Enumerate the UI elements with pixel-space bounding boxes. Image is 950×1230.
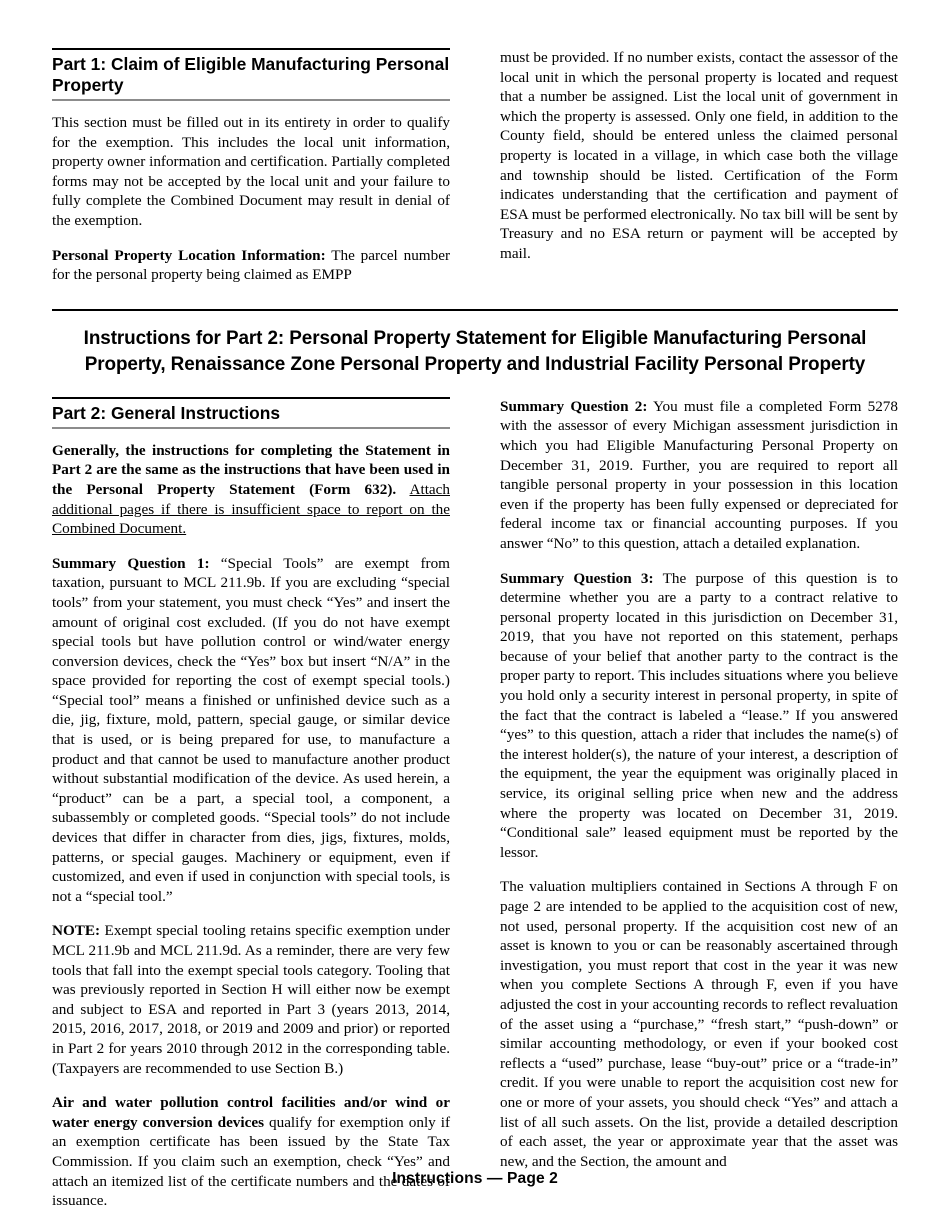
summary-question-2-paragraph [500,397,898,554]
summary-question-1-text: “Special Tools” are exempt from taxation, pursuant to MCL 211.9b. If you are excluding “special tools” from your statement, you must check “Yes” and insert the amount of original cost excluded. (If you do not have exempt special tools but have pollution control or wind/water energy conversion devices, check the “Yes” box but insert “N/A” in the space provided for reporting the cost of exempt special tools.) “Special tool” means a finished or unfinished device such as a die, jig, fixture, mold, pattern, special gauge, or similar device that is used, or is being prepared for use, to manufacture a product and that cannot be used to manufacture another product without substantial modification of the device. As used herein, a “product” can be a part, a special tool, a component, a subassembly or completed goods. “Special tools” do not include devices that differ in character from dies, jigs, fixtures, molds, patterns, or special gauges. Machinery or equipment, even if customized, and even if used in conjunction with special tools, is not a “special tool.” [52,554,450,905]
part1-left-paragraph-1: This section must be filled out in its entirety in order to qualify for the exemption. This includes the local unit information, property owner information and certification. Partially completed forms may not be accepted by the local unit and your failure to fully complete the Combined Document may result in denial of the exemption. [52,114,450,229]
part1-section [52,0,898,285]
summary-question-2-lead: Summary Question 2: [500,397,648,415]
part1-left-column [52,48,450,285]
part1-heading: Part 1: Claim of Eligible Manufacturing Personal Property [52,48,450,101]
valuation-multipliers-paragraph: The valuation multipliers contained in Sections A through F on page 2 are intended to be applied to the acquisition cost of new, not used, personal property. If the acquisition cost new of an asset is known to you or can be reasonably ascertained through investigation, you must report that cost in the year it was new when you complete Sections A through F, even if you have adjusted the cost in your accounting records to reflect revaluation of the asset using a “purchase,” “fresh start,” “push-down” or similar accounting methodology, or even if your booked cost reflects a “used” purchase, lease “buy-out” price or a “trade-in” credit. If you were unable to report the acquisition cost new for one or more of your assets, you should check “Yes” and attach a list of all such assets. On the list, provide a detailed description of each asset, the year or approximate year that the asset was new, and the Section, the amount and [500,878,898,1170]
summary-question-1-lead: Summary Question 1: [52,554,210,572]
note-paragraph [52,921,450,1078]
summary-question-2-text: You must file a completed Form 5278 with the assessor of every Michigan assessment jurisdiction in which you had Eligible Manufacturing Personal Property on December 31, 2019. Further, you are required to report all tangible personal property in your possession in this location even if the property has been fully expensed or depreciated for federal income tax or financial accounting purposes. If you answer “No” to this question, attach a detailed explanation. [500,397,898,552]
part2-banner-title: Instructions for Part 2: Personal Property Statement for Eligible Manufacturing Personal Property, Renaissance Zone Personal Property and Industrial Facility Personal Property [83,326,867,375]
summary-question-3-lead: Summary Question 3: [500,569,654,587]
pollution-control-paragraph [52,1093,450,1211]
summary-question-3-paragraph [500,569,898,863]
part1-right-column [500,48,898,264]
part2-intro-paragraph [52,441,450,539]
part2-left-column [52,397,450,1211]
note-lead: NOTE: [52,922,101,940]
part2-columns [52,397,898,1211]
note-text: Exempt special tooling retains specific exemption under MCL 211.9b and MCL 211.9d. As a reminder, there are very few tools that fall into the exempt special tools category. Tooling that was previously reported in Section H will either now be exempt and subject to ESA and reported in Part 3 (years 2013, 2014, 2015, 2016, 2017, 2018, or 2019 and 2009 and prior) or reported in Part 2 for years 2010 through 2012 in the corresponding table. (Taxpayers are recommended to use Section B.) [52,922,450,1077]
part2-heading: Part 2: General Instructions [52,397,450,429]
part2-intro-underlined: Attach additional pages if there is insufficient space to report on the Combined Document. [52,480,450,538]
part2-banner-section [52,285,898,377]
summary-question-1-paragraph [52,554,450,907]
part1-columns [52,48,898,285]
part1-right-paragraph-1: must be provided. If no number exists, contact the assessor of the local unit in which the personal property is located and request that a number be assigned. List the local unit of government in which the property is assessed. Only one field, in addition to the County field, should be entered unless the claimed personal property is located in a village, in which case both the village and township should be listed. Certification of the Form indicates understanding that the certification and payment of ESA must be performed electronically. No tax bill will be sent by Treasury and no ESA return or payment will be accepted by mail. [500,49,898,262]
part1-left-paragraph-2 [52,246,450,285]
part2-section [52,377,898,1211]
pollution-control-lead: Air and water pollution control facilities and/or wind or water energy conversion devices [52,1094,450,1131]
summary-question-3-text: The purpose of this question is to determine whether you are a party to a contract relative to personal property located in this jurisdiction on December 31, 2019, that you have not reported on this statement, perhaps because of your belief that another party to the contract is the proper party to report. This includes situations where you believe you hold only a security interest in personal property, in spite of the fact that the contract is labeled a “lease.” If you answered “yes” to this question, attach a rider that includes the name(s) of the interest holder(s), the nature of your interest, a description of the equipment, the year the equipment was originally placed in service, its original selling price when new and the address where the property was located on December 31, 2019. “Conditional sale” leased equipment must be reported by the lessor. [500,569,898,861]
part2-intro-bold: Generally, the instructions for completing the Statement in Part 2 are the same as the instructions that have been used in the Personal Property Statement (Form 632). [52,441,450,498]
banner-divider-rule [52,309,898,311]
part1-location-info-lead: Personal Property Location Information: [52,246,326,264]
pollution-control-text: qualify for exemption only if an exemption certificate has been issued by the State Tax Commission. If you claim such an exemption, check “Yes” and attach an itemized list of the certificate numbers and the dates of issuance. [52,1113,450,1210]
part1-location-info-rest: The parcel number for the personal property being claimed as EMPP [52,246,451,284]
part2-right-column [500,397,898,1172]
page-footer: Instructions — Page 2 [392,1170,558,1187]
